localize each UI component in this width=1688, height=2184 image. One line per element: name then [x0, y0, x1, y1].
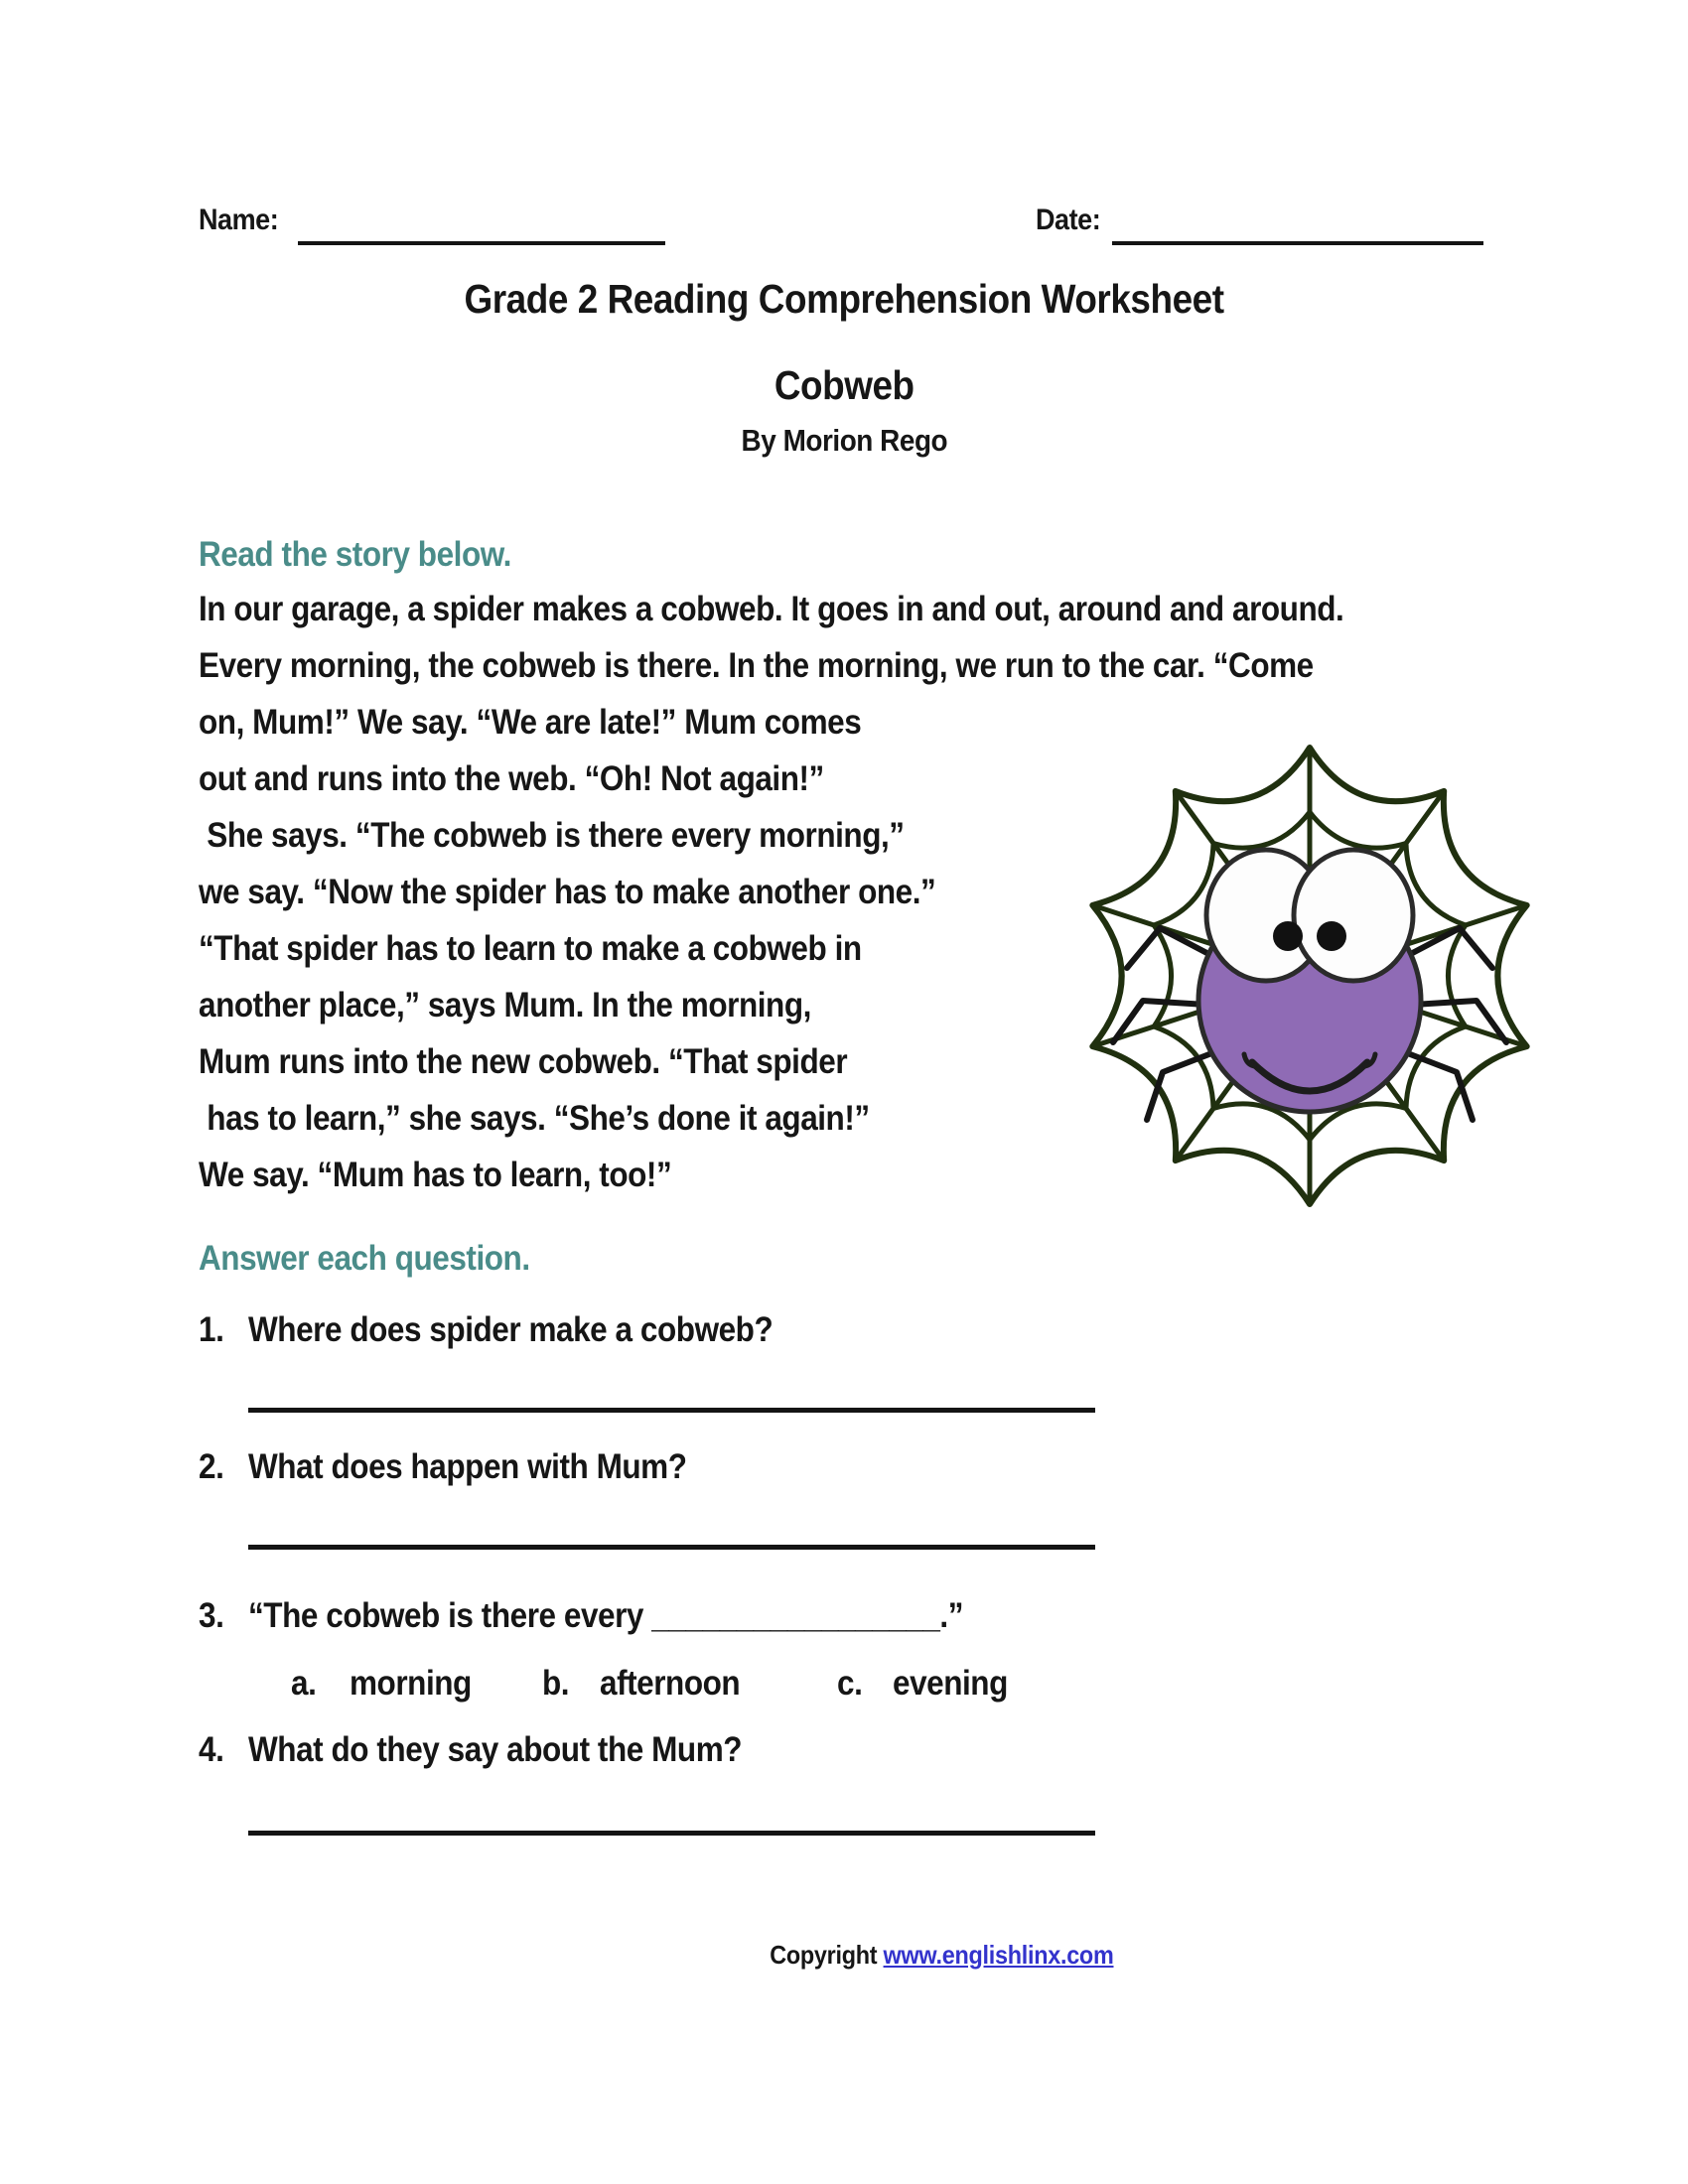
choice-text-c: evening: [893, 1664, 1008, 1703]
story-line: We say. “Mum has to learn, too!”: [199, 1156, 672, 1194]
story-line: has to learn,” she says. “She’s done it again!”: [199, 1099, 870, 1138]
choice-text-a: morning: [350, 1664, 472, 1703]
name-blank-line: [298, 241, 665, 245]
read-instruction-heading: Read the story below.: [199, 535, 511, 574]
name-label: Name:: [199, 204, 279, 236]
footer-copyright: [97, 1942, 1688, 1969]
question-number: 3.: [199, 1596, 224, 1635]
story-line: on, Mum!” We say. “We are late!” Mum comes: [199, 703, 862, 742]
question-number: 4.: [199, 1730, 224, 1769]
story-line: we say. “Now the spider has to make another one.”: [199, 873, 936, 911]
question-number: 2.: [199, 1447, 224, 1486]
answer-instruction-heading: Answer each question.: [199, 1239, 530, 1278]
date-blank-line: [1112, 241, 1483, 245]
question-text: Where does spider make a cobweb?: [248, 1310, 774, 1349]
choice-letter-a: a.: [291, 1664, 317, 1703]
answer-blank-line: [248, 1408, 1095, 1413]
question-text: What do they say about the Mum?: [248, 1730, 743, 1769]
spider-pupil-right: [1317, 921, 1346, 951]
story-line: She says. “The cobweb is there every morning,”: [199, 816, 905, 855]
spider-web-illustration: [1075, 735, 1544, 1226]
choice-letter-b: b.: [542, 1664, 570, 1703]
choice-text-b: afternoon: [600, 1664, 741, 1703]
date-label: Date:: [1036, 204, 1101, 236]
question-text: “The cobweb is there every _________________.”: [248, 1596, 964, 1635]
answer-blank-line: [248, 1831, 1095, 1836]
story-line: Mum runs into the new cobweb. “That spider: [199, 1042, 848, 1081]
story-line: out and runs into the web. “Oh! Not again!”: [199, 759, 824, 798]
copyright-label: Copyright: [769, 1940, 877, 1970]
story-title: Cobweb: [774, 362, 914, 408]
story-line: In our garage, a spider makes a cobweb. It goes in and out, around and around.: [199, 590, 1344, 628]
story-line: another place,” says Mum. In the morning,: [199, 986, 811, 1024]
spider-body: [1198, 850, 1421, 1112]
question-text: What does happen with Mum?: [248, 1447, 687, 1486]
page-title: Grade 2 Reading Comprehension Worksheet: [464, 276, 1224, 322]
answer-blank-line: [248, 1545, 1095, 1550]
story-line: Every morning, the cobweb is there. In the morning, we run to the car. “Come: [199, 646, 1314, 685]
question-number: 1.: [199, 1310, 224, 1349]
choice-letter-c: c.: [837, 1664, 863, 1703]
story-byline: By Morion Rego: [741, 423, 947, 458]
story-line: “That spider has to learn to make a cobweb in: [199, 929, 862, 968]
englishlinx-link[interactable]: www.englishlinx.com: [883, 1940, 1114, 1970]
spider-pupil-left: [1273, 921, 1303, 951]
spider-eye-right: [1294, 850, 1413, 981]
